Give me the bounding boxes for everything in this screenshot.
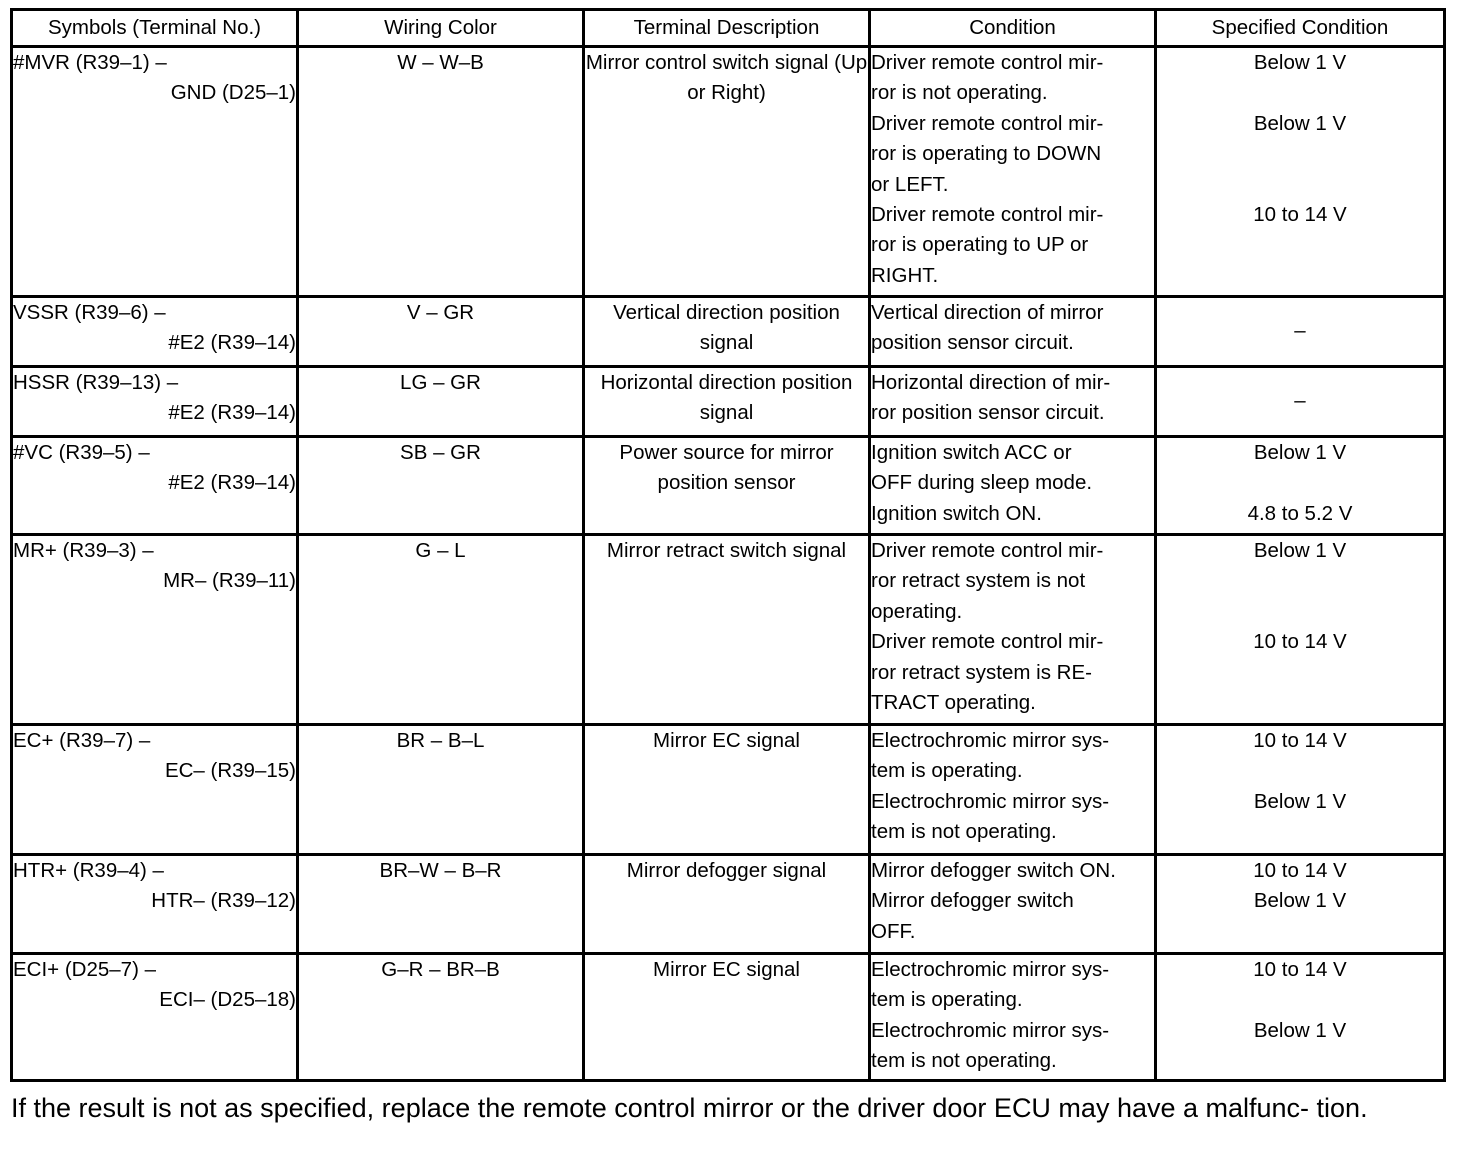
spec-line [1157,468,1443,498]
condition-line: Mirror defogger switch [871,889,1074,913]
spec-line: 10 to 14 V [1253,203,1347,227]
spec-line: 10 to 14 V [1253,630,1347,654]
cell-wiring-color: BR–W – B–R [298,855,584,954]
cell-terminal-description: Vertical direction position signal [584,297,870,367]
cell-wiring-color: W – W–B [298,47,584,297]
condition-line: tem is operating. [871,988,1023,1012]
condition-line: Horizontal direction of mir- [871,371,1111,394]
table-header-row [12,10,1445,47]
cell-wiring-color: LG – GR [298,367,584,437]
spec-line [1157,917,1443,947]
condition-line: ror is operating to UP or [871,233,1089,257]
spec-line [1157,566,1443,596]
condition-line: or LEFT. [871,172,949,196]
condition-line: ror retract system is not [871,569,1086,593]
cell-specified-condition [1156,725,1445,855]
table-row [12,725,1445,855]
symbol-line-1: ECI+ (D25–7) – [13,958,156,981]
cell-specified-condition [1156,47,1445,297]
spec-line [1157,597,1443,627]
spec-line [1157,658,1443,688]
symbol-line-2: MR– (R39–11) [163,569,296,593]
condition-line: Ignition switch ON. [871,501,1042,525]
condition-line: OFF during sleep mode. [871,471,1093,495]
spec-line [1157,261,1443,291]
cell-wiring-color: BR – B–L [298,725,584,855]
condition-line: Mirror defogger switch ON. [871,859,1116,882]
cell-terminal-description: Mirror EC signal [584,954,870,1081]
header-wiring-color: Wiring Color [298,10,584,47]
spec-line [1157,78,1443,108]
cell-specified-condition [1156,367,1445,437]
cell-symbol [12,367,298,437]
condition-line: OFF. [871,919,916,943]
condition-line: tem is operating. [871,759,1023,783]
symbol-line-1: EC+ (R39–7) – [13,729,151,752]
cell-symbol [12,725,298,855]
cell-symbol [12,47,298,297]
condition-line: ror is operating to DOWN [871,142,1102,166]
condition-line: Driver remote control mir- [871,539,1104,562]
table-row [12,297,1445,367]
spec-line [1157,688,1443,718]
symbol-line-2: #E2 (R39–14) [168,401,296,425]
header-specified-condition: Specified Condition [1156,10,1445,47]
footer-note: If the result is not as specified, replace the remote control mirror or the driver door ECU may have a malfunc- tion. [11,1093,1368,1123]
condition-line: ror retract system is RE- [871,660,1092,684]
cell-condition [870,725,1156,855]
cell-terminal-description: Mirror defogger signal [584,855,870,954]
table-body [12,47,1445,1081]
condition-line: Driver remote control mir- [871,203,1104,227]
spec-line: Below 1 V [1253,1018,1347,1042]
spec-line: 10 to 14 V [1253,859,1347,882]
cell-terminal-description: Mirror control switch signal (Up or Right) [584,47,870,297]
spec-line [1157,1046,1443,1076]
cell-condition [870,535,1156,725]
condition-line: Driver remote control mir- [871,630,1104,654]
symbol-line-1: MR+ (R39–3) – [13,539,154,562]
cell-condition [870,47,1156,297]
cell-terminal-description: Mirror EC signal [584,725,870,855]
cell-specified-condition [1156,954,1445,1081]
symbol-line-2: #E2 (R39–14) [168,331,296,355]
symbol-line-2: GND (D25–1) [170,81,296,105]
cell-condition [870,437,1156,535]
spec-line: Below 1 V [1253,539,1347,562]
cell-terminal-description: Power source for mirror position sensor [584,437,870,535]
condition-line: Electrochromic mirror sys- [871,958,1110,981]
table-row [12,954,1445,1081]
condition-line: Driver remote control mir- [871,111,1104,135]
cell-condition [870,367,1156,437]
spec-line: Below 1 V [1253,889,1347,913]
spec-line: Below 1 V [1253,789,1347,813]
cell-wiring-color: V – GR [298,297,584,367]
table-row [12,437,1445,535]
cell-symbol [12,855,298,954]
condition-line: Electrochromic mirror sys- [871,1018,1110,1042]
spec-line [1157,230,1443,260]
spec-line: – [1294,389,1306,413]
spec-line: Below 1 V [1253,441,1347,464]
spec-line [1157,756,1443,786]
symbol-line-1: HTR+ (R39–4) – [13,859,164,882]
condition-line: Vertical direction of mirror [871,301,1104,324]
condition-line: ror position sensor circuit. [871,401,1105,425]
table-row [12,47,1445,297]
symbol-line-1: HSSR (R39–13) – [13,371,179,394]
cell-specified-condition [1156,535,1445,725]
spec-line [1157,985,1443,1015]
symbol-line-1: #MVR (R39–1) – [13,51,167,74]
spec-line: 10 to 14 V [1253,958,1347,981]
condition-line: RIGHT. [871,263,939,287]
spec-line: 4.8 to 5.2 V [1247,501,1353,525]
condition-line: TRACT operating. [871,691,1036,715]
cell-terminal-description: Horizontal direction position signal [584,367,870,437]
cell-symbol [12,954,298,1081]
cell-wiring-color: G–R – BR–B [298,954,584,1081]
spec-line [1157,817,1443,847]
cell-specified-condition [1156,437,1445,535]
condition-line: position sensor circuit. [871,331,1074,355]
cell-condition [870,855,1156,954]
spec-line: Below 1 V [1253,111,1347,135]
table-row [12,367,1445,437]
symbol-line-1: VSSR (R39–6) – [13,301,166,324]
cell-specified-condition [1156,855,1445,954]
spec-line: 10 to 14 V [1253,729,1347,752]
cell-specified-condition [1156,297,1445,367]
condition-line: Driver remote control mir- [871,51,1104,74]
condition-line: tem is not operating. [871,1049,1057,1073]
cell-condition [870,297,1156,367]
cell-symbol [12,437,298,535]
spec-line [1157,170,1443,200]
cell-symbol [12,297,298,367]
cell-wiring-color: SB – GR [298,437,584,535]
condition-line: tem is not operating. [871,820,1057,844]
symbol-line-1: #VC (R39–5) – [13,441,150,464]
cell-terminal-description: Mirror retract switch signal [584,535,870,725]
header-symbols: Symbols (Terminal No.) [12,10,298,47]
table-row [12,535,1445,725]
cell-wiring-color: G – L [298,535,584,725]
cell-condition [870,954,1156,1081]
condition-line: Electrochromic mirror sys- [871,789,1110,813]
cell-symbol [12,535,298,725]
spec-line: – [1294,319,1306,343]
header-condition: Condition [870,10,1156,47]
symbol-line-2: #E2 (R39–14) [168,471,296,495]
header-terminal-description: Terminal Description [584,10,870,47]
condition-line: Electrochromic mirror sys- [871,729,1110,752]
condition-line: ror is not operating. [871,81,1048,105]
condition-line: operating. [871,599,963,623]
spec-line [1157,139,1443,169]
terminal-spec-table [10,8,1446,1082]
symbol-line-2: HTR– (R39–12) [151,889,296,913]
table-row [12,855,1445,954]
spec-line: Below 1 V [1253,51,1347,74]
symbol-line-2: ECI– (D25–18) [159,988,296,1012]
symbol-line-2: EC– (R39–15) [164,759,296,783]
condition-line: Ignition switch ACC or [871,441,1072,464]
